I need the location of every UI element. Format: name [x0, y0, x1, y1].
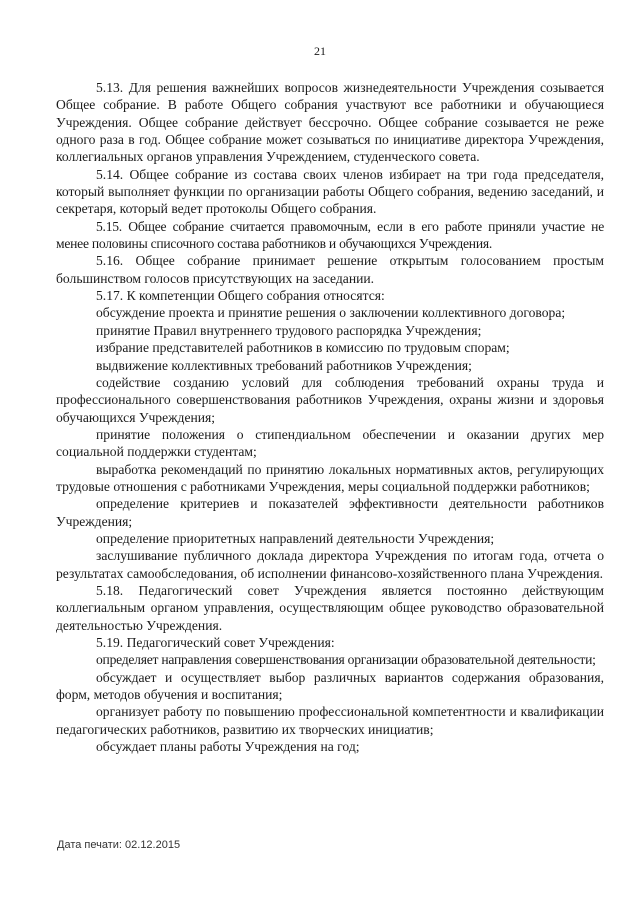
document-body: [56, 79, 604, 755]
list-item: обсуждает планы работы Учреждения на год;: [96, 739, 360, 755]
list-item: принятие Правил внутреннего трудового распорядка Учреждения;: [96, 322, 482, 338]
print-date: Дата печати: 02.12.2015: [57, 839, 181, 851]
paragraph-5-16: 5.16. Общее собрание принимает решение открытым голосованием простым большинством голосов присутствующих на заседании.: [56, 253, 604, 286]
paragraph-5-13: 5.13. Для решения важнейших вопросов жизнедеятельности Учреждения созывается Общее собрание. В работе Общего собрания участвуют все работники и обучающиеся Учреждения. Общее собрание действует бессрочно. Общее собрание созывается не реже одного раза в год. Общее собрание может созываться по инициативе директора Учреждения, коллегиальных органов управления Учреждением, студенческого совета.: [56, 80, 604, 165]
list-item: обсуждение проекта и принятие решения о заключении коллективного договора;: [96, 305, 566, 321]
list-item: выдвижение коллективных требований работников Учреждения;: [96, 357, 472, 373]
list-item: избрание представителей работников в комиссию по трудовым спорам;: [96, 340, 510, 356]
list-item: определяет направления совершенствования организации образовательной деятельности;: [96, 652, 596, 668]
list-item: принятие положения о стипендиальном обеспечении и оказании других мер социальной поддержки студентам;: [56, 426, 604, 460]
page-number: 21: [314, 44, 326, 58]
list-item: организует работу по повышению профессиональной компетентности и квалификации педагогических работников, развитию их творческих инициатив;: [56, 704, 604, 737]
list-item: определение приоритетных направлений деятельности Учреждения;: [96, 530, 495, 546]
list-item: выработка рекомендаций по принятию локальных нормативных актов, регулирующих трудовые отношения с работниками Учреждения, меры социальной поддержки работников;: [56, 461, 604, 494]
list-item: содействие созданию условий для соблюдения требований охраны труда и профессионального совершенствования работников Учреждения, охраны жизни и здоровья обучающихся Учреждения;: [56, 374, 604, 425]
list-item: определение критериев и показателей эффективности деятельности работников Учреждения;: [56, 496, 604, 529]
list-item: заслушивание публичного доклада директора Учреждения по итогам года, отчета о результатах самообследования, об исполнении финансово-хозяйственного плана Учреждения.: [56, 548, 604, 581]
paragraph-5-18: 5.18. Педагогический совет Учреждения является постоянно действующим коллегиальным органом управления, осуществляющим общее руководство образовательной деятельностью Учреждения.: [56, 582, 604, 633]
paragraph-5-17: 5.17. К компетенции Общего собрания относятся:: [96, 288, 385, 304]
list-item: обсуждает и осуществляет выбор различных вариантов содержания образования, форм, методов обучения и воспитания;: [56, 669, 604, 703]
paragraph-5-19: 5.19. Педагогический совет Учреждения:: [96, 635, 335, 650]
paragraph-5-15: 5.15. Общее собрание считается правомочным, если в его работе приняли участие не менее половины списочного состава работников и обучающихся Учреждения.: [56, 218, 604, 252]
paragraph-5-14: 5.14. Общее собрание из состава своих членов избирает на три года председателя, который выполняет функции по организации работы Общего собрания, ведению заседаний, и секретаря, который ведет протоколы Общего собрания.: [56, 166, 604, 217]
